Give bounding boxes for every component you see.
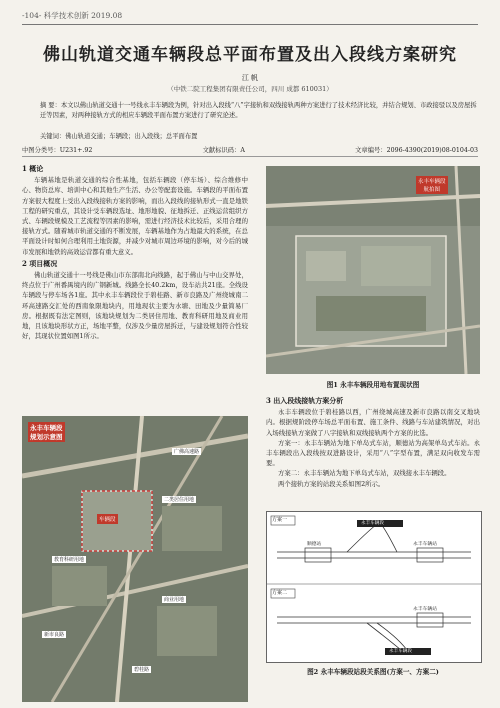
station-a-label: 顺德站 bbox=[307, 542, 322, 547]
depot-label-1: 永丰车辆段 bbox=[361, 521, 384, 526]
station-relation-diagram bbox=[266, 511, 482, 663]
section-3-text: 永丰车辆段位于碧桂路以西，广州绕城高速及新市良路以南交叉地块内。根据规阶段停车场总平面布置、施工条件、线路与车站建筑情况，对出入场线接轨方案做了八字接轨和双线接轨两个方案的比选。 bbox=[266, 408, 480, 437]
diagram-graphic bbox=[267, 512, 481, 662]
running-header: -104- 科学技术创新 2019.08 bbox=[22, 11, 123, 20]
plan-1-label: 方案一 bbox=[272, 517, 288, 523]
left-column bbox=[22, 162, 248, 341]
map-label-2: 二类居住用地 bbox=[164, 497, 195, 503]
planning-map bbox=[22, 416, 248, 702]
affiliation: （中铁二院工程集团有限责任公司，四川 成都 610031） bbox=[167, 85, 333, 93]
section-2-text: 佛山轨道交通十一号线是佛山市东部南北向线路，起于佛山与中山交界处，终点位于广州番禺境内的广钢新城。线路全长40.2km，设车站共21座。全线设车辆段与停车场各1座。其中永丰车辆段位于碧桂路、新市良路及广州绕城南二环高速路交汇处的西南象限地块内，用地现状主要为水塘、田地及少量简易厂房。根据既有法定图则，该地块规划为二类居住用地、教育科研用地及商业用地，且该地块形状方正，场地平整，仅涉及少量房屋拆迁，与建设规划符合性较好，其现状位置如图1所示。 bbox=[22, 271, 248, 341]
article-title: 佛山轨道交通车辆段总平面布置及出入段线方案研究 bbox=[43, 45, 457, 65]
figure-2-caption: 图2 永丰车辆段站段关系图(方案一、方案二) bbox=[307, 668, 439, 676]
aerial-title-label: 永丰车辆段 航拍图 bbox=[416, 176, 448, 194]
keywords: 关键词：佛山轨道交通；车辆段；出入段线；总平面布置 bbox=[40, 133, 198, 140]
map-label-7: 碧桂路 bbox=[134, 667, 150, 673]
map-label-5: 车辆段 bbox=[97, 514, 118, 524]
aerial-graphic bbox=[266, 166, 480, 374]
section-3-tail: 两个接轨方案的站段关系如图2所示。 bbox=[278, 479, 385, 488]
classification-row bbox=[22, 145, 478, 154]
section-2-title: 2 项目概况 bbox=[22, 258, 58, 268]
abstract: 摘 要：本文以佛山轨道交通十一号线永丰车辆段为例，针对出入段线“八”字接轨和双线接轨两种方案进行了技术经济比较，并结合规划、市政接驳以及房屋拆迁等因素，对两种接轨方式的相应车辆段平面布置方案进行了研究论述。 bbox=[40, 102, 477, 119]
header-divider bbox=[22, 24, 478, 25]
map-label-3: 教育科研用地 bbox=[54, 557, 85, 563]
map-title-label: 永丰车辆段 规划示意图 bbox=[30, 424, 63, 441]
station-b-label-1: 永丰车辆站 bbox=[413, 542, 437, 547]
figure-1-caption: 图1 永丰车辆段用地布置现状图 bbox=[326, 381, 420, 389]
section-1-title: 1 概论 bbox=[22, 164, 44, 173]
author: 江 帆 bbox=[241, 74, 259, 82]
article-number: 文章编号：2096-4390(2019)08-0104-03 bbox=[355, 147, 478, 154]
option-2-text: 方案二：永丰车辆站为地下单岛式车站，双线接永丰车辆段。 bbox=[278, 469, 451, 478]
section-divider bbox=[22, 156, 478, 157]
right-column bbox=[266, 394, 480, 489]
section-3-title: 3 出入段线接轨方案分析 bbox=[266, 396, 344, 405]
map-label-4: 商业用地 bbox=[164, 597, 185, 603]
depot-label-2: 永丰车辆段 bbox=[389, 649, 412, 654]
plan-2-label: 方案二 bbox=[272, 590, 288, 596]
map-label-1: 广佛高速路 bbox=[174, 449, 200, 455]
option-1-text: 方案一：永丰车辆站为地下单岛式车站，顺德站为高架单岛式车站。永丰车辆段出入段线按双进路设计，采用“八”字型布置，满足双向收发车需要。 bbox=[266, 438, 480, 468]
clc-number: 中图分类号：U231+.92 bbox=[22, 147, 93, 154]
station-b-label-2: 永丰车辆站 bbox=[413, 607, 437, 612]
aerial-photo bbox=[266, 166, 480, 374]
section-1-text: 车辆基地是轨道交通的综合性基地，包括车辆段（停车场）、综合维修中心、物资总库、培训中心和其他生产生活、办公等配套设施。车辆段的平面布置方案很大程度上受出入段线接轨方案的影响，而出入段线的接轨形式一直是地铁工程的研究重点，其设计受车辆段选址、地形地貌、征地拆迁、正线运营组织方式、车辆段规模及工艺流程等因素的影响，需进行经济技术比较后，采用合理的接轨方式。随着城市轨道交通的不断发展，车辆基地作为占地最大的系统，在总平面设计时如何合理利用土地资源，并减少对城市周边环境的影响，对今后的城市发展和地铁的高效运营都有重大意义。 bbox=[22, 176, 248, 256]
document-code: 文献标识码：A bbox=[202, 147, 245, 154]
map-label-6: 新市良路 bbox=[44, 632, 65, 638]
